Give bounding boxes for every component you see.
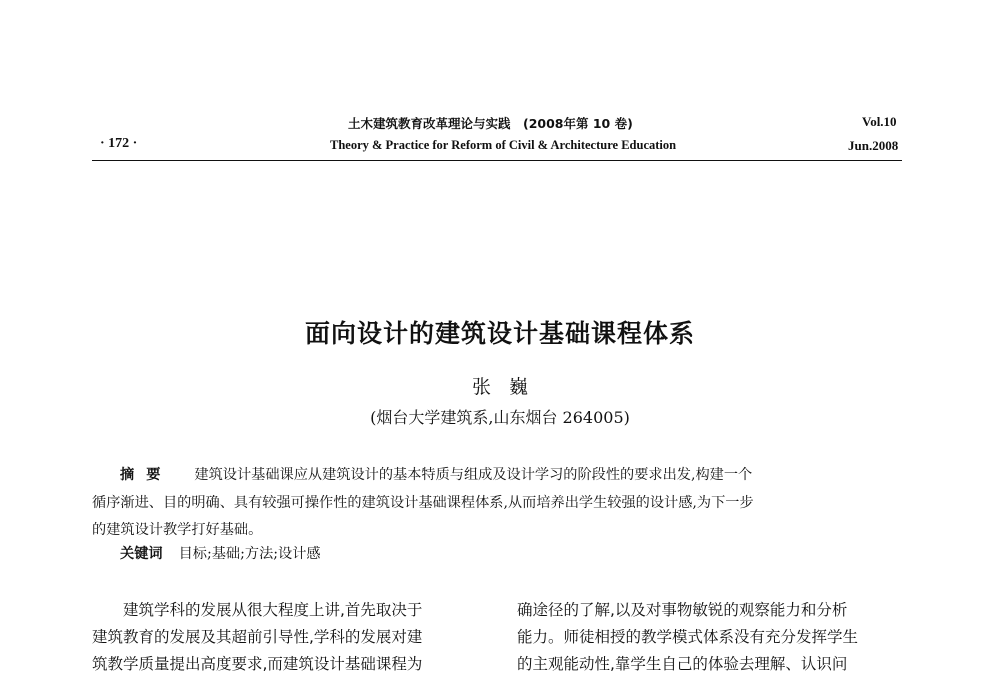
article-title: 面向设计的建筑设计基础课程体系 <box>304 319 695 348</box>
issue-date: Jun.2008 <box>848 138 899 153</box>
journal-title-chinese: 土木建筑教育改革理论与实践 (2008年第 10 卷) <box>348 116 633 131</box>
keywords-text: 目标;基础;方法;设计感 <box>178 546 321 562</box>
journal-title-english: Theory & Practice for Reform of Civil & Architecture Education <box>330 138 677 152</box>
abstract-line: 的建筑设计教学打好基础。 <box>92 522 263 538</box>
body-line: 的主观能动性,靠学生自己的体验去理解、认识问 <box>517 655 848 673</box>
article-author: 张巍 <box>471 376 546 398</box>
volume-label: Vol.10 <box>862 114 897 129</box>
body-line: 能力。师徒相授的教学模式体系没有充分发挥学生 <box>517 628 859 646</box>
body-line: 确途径的了解,以及对事物敏锐的观察能力和分析 <box>517 601 848 619</box>
header-divider <box>92 160 902 161</box>
body-line: 建筑教育的发展及其超前引导性,学科的发展对建 <box>92 628 423 646</box>
body-line: 建筑学科的发展从很大程度上讲,首先取决于 <box>123 601 423 619</box>
author-affiliation: (烟台大学建筑系,山东烟台 264005) <box>370 408 630 427</box>
abstract-label: 摘要 <box>120 467 173 483</box>
body-column-right <box>517 597 909 678</box>
body-line: 筑教学质量提出高度要求,而建筑设计基础课程为 <box>92 655 423 673</box>
keywords-label: 关键词 <box>120 546 163 562</box>
page-number: · 172 · <box>100 136 138 151</box>
abstract-line: 循序渐进、目的明确、具有较强可操作性的建筑设计基础课程体系,从而培养出学生较强的设计感,为下一步 <box>92 494 754 511</box>
abstract-line: 摘要 建筑设计基础课应从建筑设计的基本特质与组成及设计学习的阶段性的要求出发,构建一个 <box>120 467 753 483</box>
abstract-block <box>92 462 900 545</box>
body-column-left <box>92 597 484 678</box>
keywords-block <box>120 543 321 563</box>
